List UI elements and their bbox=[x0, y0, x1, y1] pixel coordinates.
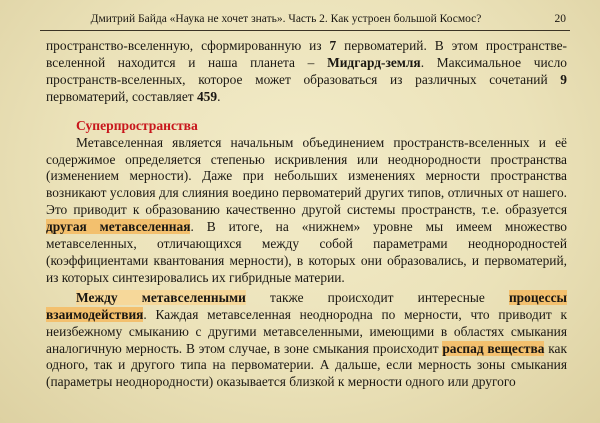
section-title: Суперпространства bbox=[76, 117, 198, 133]
text-run: . Каждая метавселенная неоднородна по мерности, что приводит к неизбежному смыканию с другими метавселенными, имеющими в областях смыкания аналогичную мерность. В этом случае, в зоне смыкания происходит bbox=[46, 306, 567, 356]
bold-term: Мидгард-земля bbox=[327, 54, 421, 70]
text-run: Метавселенная является начальным объединением пространств-вселенных и её содержимое определяется степенью искривления или неоднородности пространства (изменением мерности). Даже при небольших изменениях мерности пространства возникают условия для слияния воедино первоматерий других типов, отличных от нашего. Это приводит к образованию качественно другой системы пространств, т.е. образуется bbox=[46, 134, 567, 218]
bold-number: 459 bbox=[196, 88, 218, 104]
text-run: пространство-вселенную, сформированную из bbox=[46, 38, 330, 53]
text-run: первоматерий, составляет bbox=[46, 88, 197, 104]
paragraph-interaction bbox=[46, 290, 567, 391]
page-header bbox=[56, 8, 570, 30]
text-run: также происходит интересные bbox=[245, 289, 509, 305]
bold-number: 7 bbox=[329, 38, 337, 53]
highlighted-term: процессы взаимодействия bbox=[46, 289, 567, 322]
highlighted-term: распад вещества bbox=[442, 340, 545, 356]
text-run: . bbox=[217, 88, 221, 104]
paragraph-continued bbox=[46, 38, 567, 106]
bold-number: 9 bbox=[560, 71, 567, 87]
page-number: 20 bbox=[554, 13, 566, 25]
text-run: как одного, так и другого типа на первоматерии. А дальше, если мерность зоны смыкания (параметры неоднородности) оказывается близкой к мерности одного или другого bbox=[46, 340, 567, 390]
header-rule bbox=[40, 30, 570, 31]
highlighted-term: Между метавселенными bbox=[76, 289, 246, 305]
highlighted-term: другая метавселенная bbox=[46, 219, 191, 235]
text-run: . Максимальное число пространств-вселенных, которое может образоваться из различных сочетаний bbox=[46, 54, 567, 87]
text-run: первоматерий. В этом пространстве-вселенной находится и наша планета – bbox=[46, 38, 567, 70]
running-title: Дмитрий Байда «Наука не хочет знать». Часть 2. Как устроен большой Космос? bbox=[90, 13, 482, 25]
body-text bbox=[46, 38, 567, 391]
text-run: . В итоге, на «нижнем» уровне мы имеем множество метавселенных, отличающихся между собой параметрами неоднородностей (коэффициентами квантования мерности), в которых они образовались, и первоматерий, из которых синтезировались их гибридные материи. bbox=[46, 219, 568, 285]
paragraph-metauniverse bbox=[46, 135, 567, 287]
